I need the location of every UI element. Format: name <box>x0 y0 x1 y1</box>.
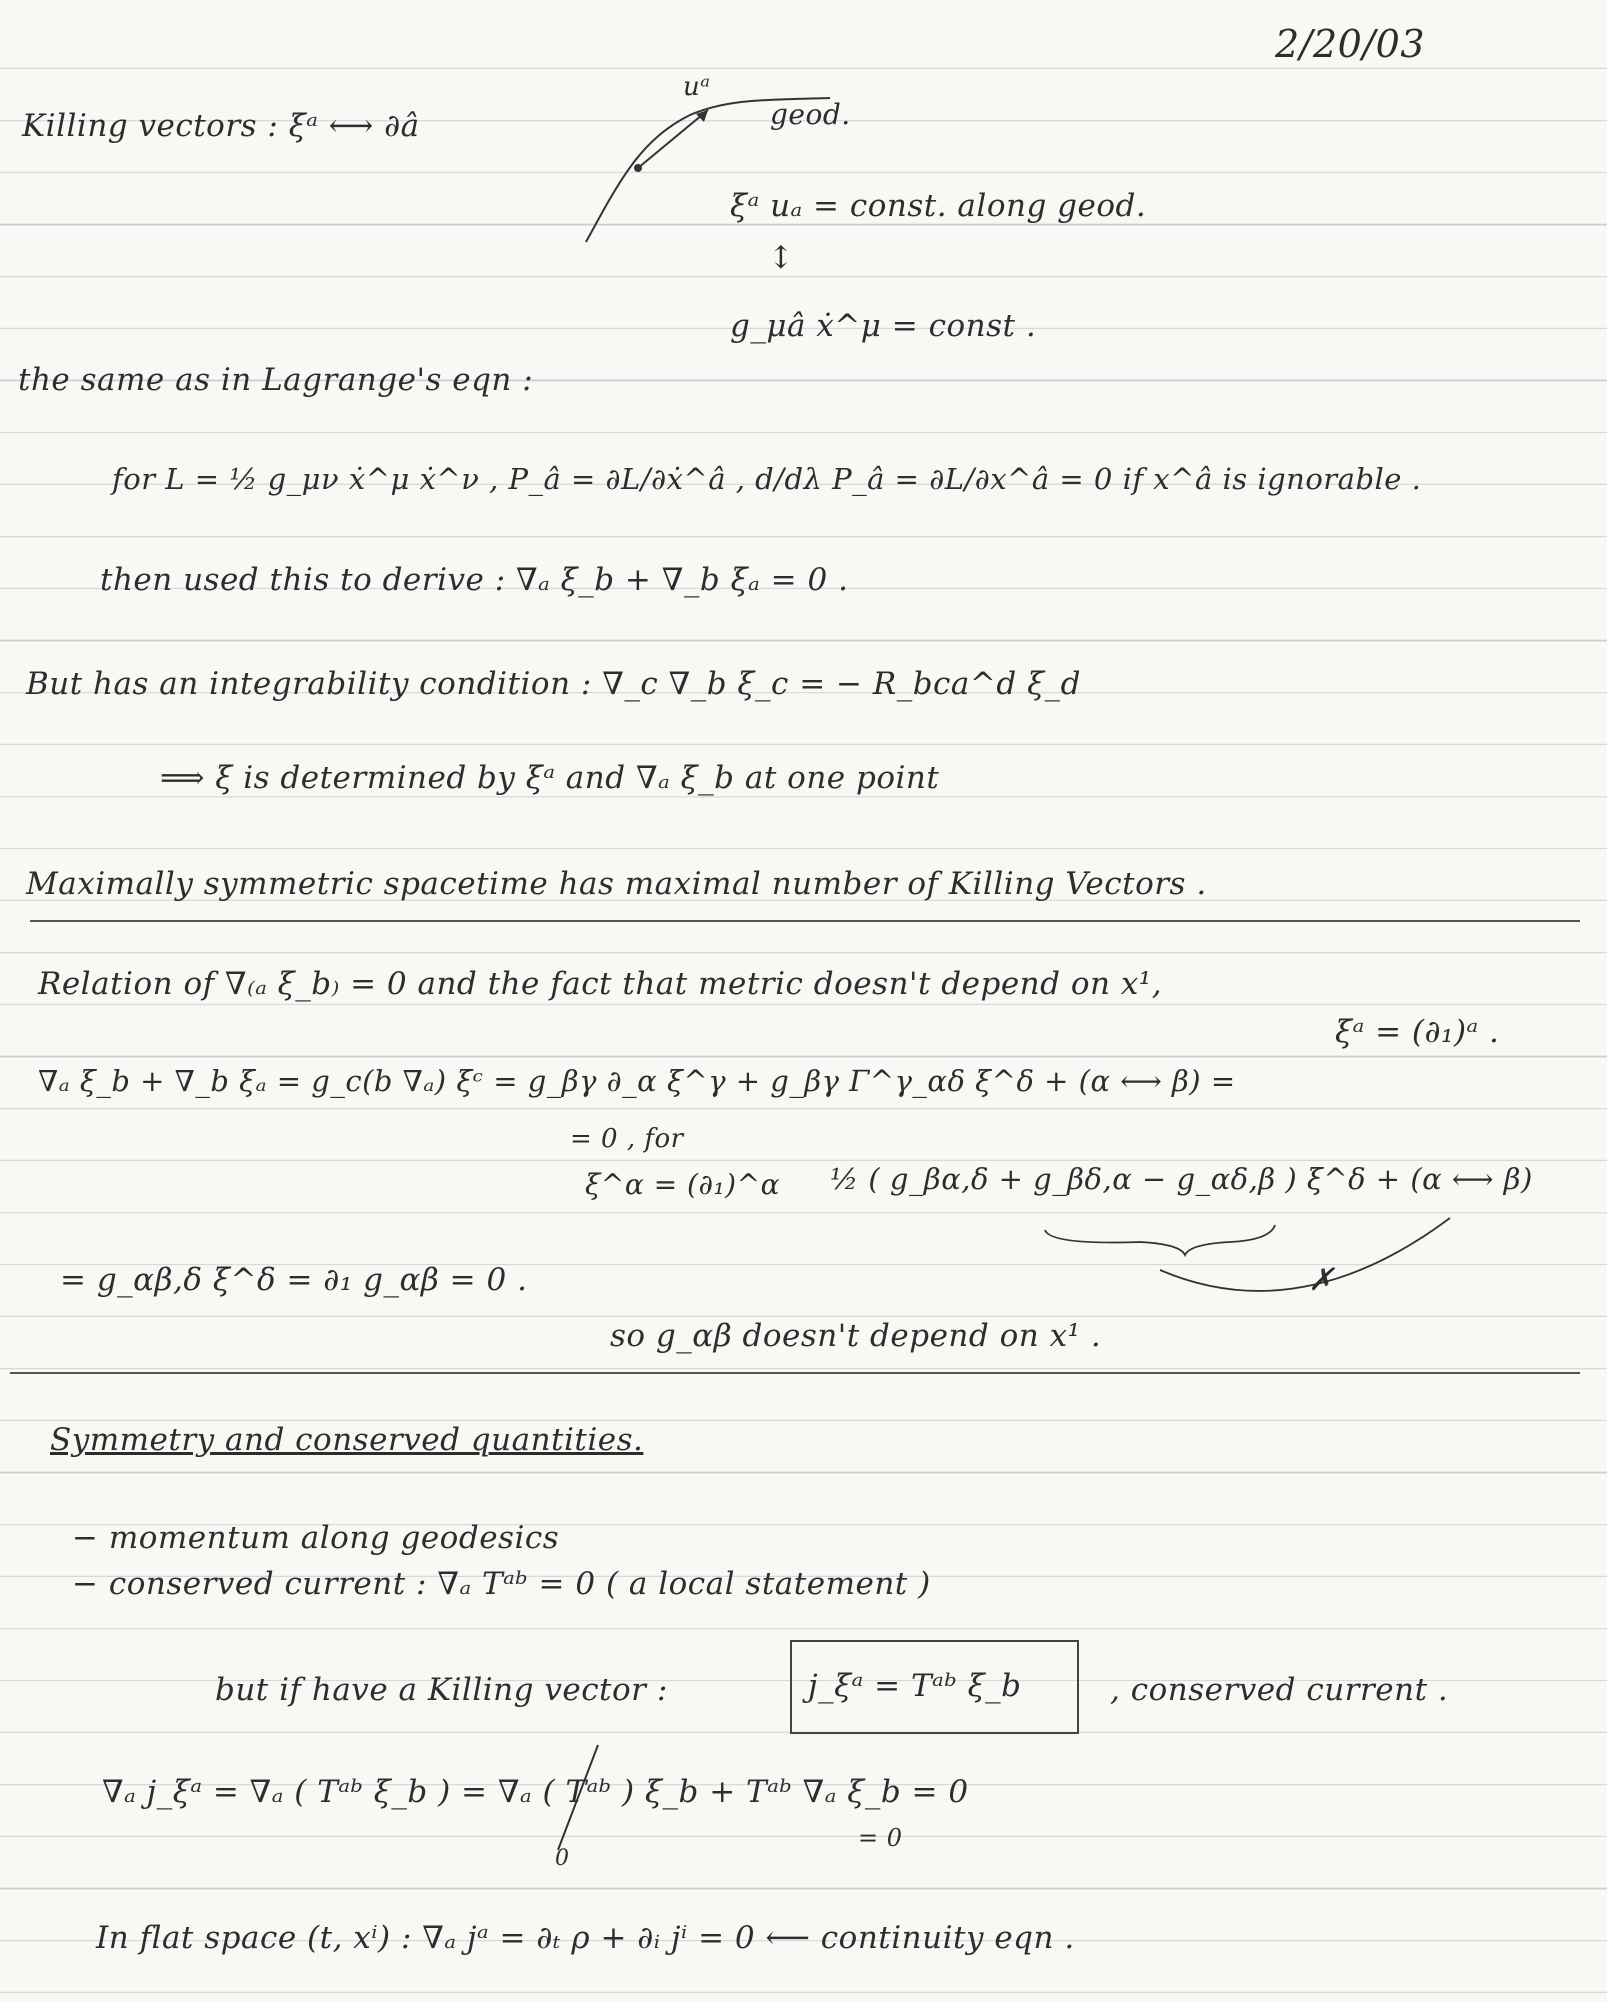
killing-vectors-title: Killing vectors : ξᵃ ⟷ ∂â <box>22 108 420 144</box>
symmetry-title: Symmetry and conserved quantities. <box>50 1422 644 1458</box>
xi-equals-partial: ξᵃ = (∂₁)ᵃ . <box>1335 1014 1500 1050</box>
lagrangian-line: for L = ½ g_μν ẋ^μ ẋ^ν , P_â = ∂L/∂ẋ^â , d/dλ P_â = ∂L/∂x^â = 0 if x^â is ignorable . <box>112 462 1422 496</box>
equals-zero-for: = 0 , for <box>570 1124 684 1154</box>
underbrace-zero: = 0 <box>858 1824 903 1852</box>
equivalence-arrow: ↕ <box>768 240 795 276</box>
relation-line: Relation of ∇₍ₐ ξ_b₎ = 0 and the fact that metric doesn't depend on x¹, <box>38 966 1163 1002</box>
strike-arrow <box>540 1740 620 1860</box>
determined-at-point: ⟹ ξ is determined by ξᵃ and ∇ₐ ξ_b at one point <box>160 760 940 796</box>
date: 2/20/03 <box>1275 22 1425 66</box>
tangent-arrow <box>638 110 708 168</box>
same-as-lagrange: the same as in Lagrange's eqn : <box>18 362 534 398</box>
maximally-symmetric: Maximally symmetric spacetime has maximal number of Killing Vectors . <box>26 866 1207 902</box>
stray-zero: 0 <box>555 1846 570 1871</box>
flat-space-continuity: In flat space (t, xⁱ) : ∇ₐ jᵃ = ∂ₜ ρ + ∂ᵢ jⁱ = 0 ⟵ continuity eqn . <box>96 1920 1075 1956</box>
integrability-condition: But has an integrability condition : ∇_c ∇_b ξ_c = − R_bca^d ξ_d <box>26 666 1081 702</box>
geodesic-point <box>634 164 642 172</box>
nabla-sum-line: ∇ₐ ξ_b + ∇_b ξₐ = g_c(b ∇ₐ) ξᶜ = g_βγ ∂_α ξ^γ + g_βγ Γ^γ_αδ ξ^δ + (α ⟷ β) = <box>38 1064 1236 1098</box>
but-if-killing: but if have a Killing vector : <box>215 1672 668 1708</box>
momentum-item: − momentum along geodesics <box>72 1520 560 1556</box>
nabla-j-line: ∇ₐ j_ξᵃ = ∇ₐ ( Tᵃᵇ ξ_b ) = ∇ₐ ( Tᵃᵇ ) ξ_b + Tᵃᵇ ∇ₐ ξ_b = 0 <box>102 1774 969 1810</box>
geod-label: geod. <box>770 98 851 131</box>
cancel-underbrace <box>1045 1225 1275 1255</box>
so-g-independent: so g_αβ doesn't depend on x¹ . <box>610 1318 1102 1354</box>
then-used-derive: then used this to derive : ∇ₐ ξ_b + ∇_b ξₐ = 0 . <box>100 562 849 598</box>
cancel-arc <box>1160 1218 1450 1291</box>
cancel-arrows <box>1040 1210 1480 1320</box>
half-g-expansion: ½ ( g_βα,δ + g_βδ,α − g_αδ,β ) ξ^δ + (α ⟷ β) <box>830 1162 1533 1196</box>
section-divider-2 <box>10 1372 1580 1374</box>
u-a-label: uᵃ <box>683 72 711 102</box>
conserved-current-label: , conserved current . <box>1110 1672 1449 1708</box>
g-alpha-beta-derivative: = g_αβ,δ ξ^δ = ∂₁ g_αβ = 0 . <box>60 1262 528 1298</box>
const-along-geodesic: ξᵃ uₐ = const. along geod. <box>730 188 1147 224</box>
g-const: g_μâ ẋ^μ = const . <box>730 308 1037 344</box>
cancel-mark: ✗ <box>1308 1262 1335 1298</box>
conserved-current-item: − conserved current : ∇ₐ Tᵃᵇ = 0 ( a local statement ) <box>72 1566 931 1602</box>
j-definition: j_ξᵃ = Tᵃᵇ ξ_b <box>808 1668 1022 1704</box>
xi-alpha-partial: ξ^α = (∂₁)^α <box>585 1168 780 1201</box>
section-divider-1 <box>30 920 1580 922</box>
